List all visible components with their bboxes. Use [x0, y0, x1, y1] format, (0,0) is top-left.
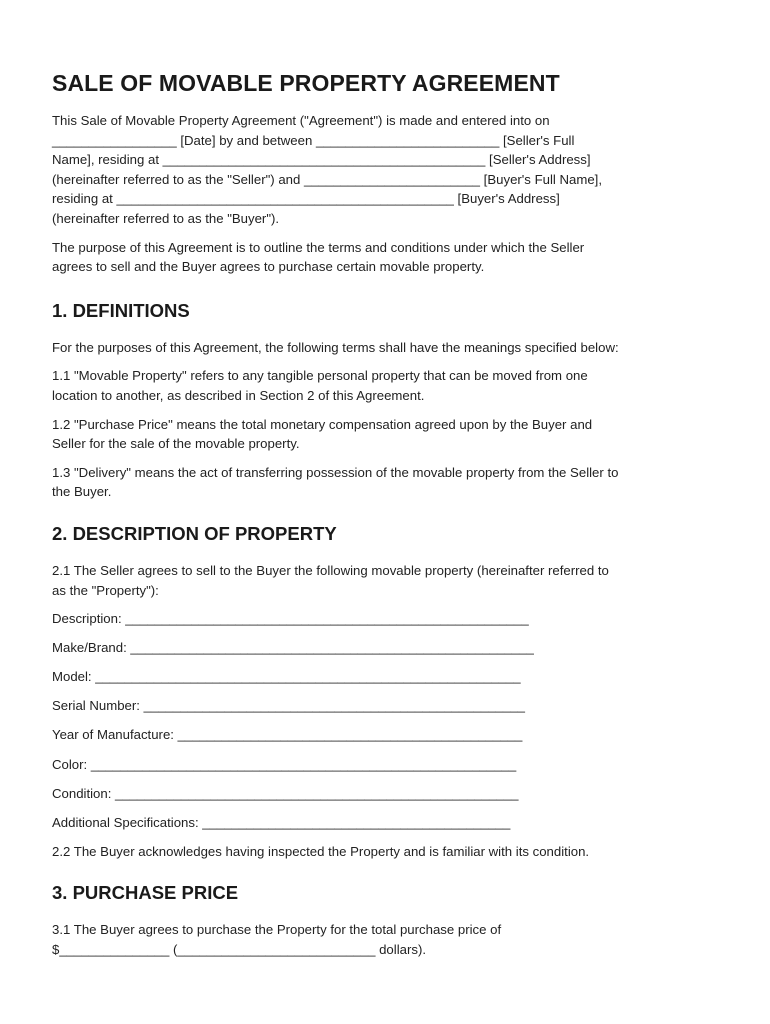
field-color[interactable]: Color: __________________________________________________________ — [52, 756, 517, 772]
description-intro-line: as the "Property"): — [52, 582, 159, 598]
definition-item — [52, 366, 732, 405]
definitions-intro: For the purposes of this Agreement, the following terms shall have the meanings specified below: — [52, 339, 619, 355]
definition-line: 1.2 "Purchase Price" means the total monetary compensation agreed upon by the Buyer and — [52, 416, 593, 432]
section-heading-definitions: 1. DEFINITIONS — [52, 299, 190, 321]
definition-line: the Buyer. — [52, 484, 112, 500]
section-heading-description: 2. DESCRIPTION OF PROPERTY — [52, 522, 337, 544]
price-paragraph — [52, 920, 732, 959]
description-intro — [52, 561, 732, 600]
definition-line: location to another, as described in Section 2 of this Agreement. — [52, 387, 425, 403]
purpose-line: The purpose of this Agreement is to outline the terms and conditions under which the Seller — [52, 239, 585, 255]
field-condition[interactable]: Condition: _______________________________________________________ — [52, 785, 519, 801]
definition-item — [52, 463, 732, 502]
definition-item — [52, 415, 732, 454]
purpose-paragraph — [52, 238, 732, 277]
definition-line: 1.1 "Movable Property" refers to any tangible personal property that can be moved from one — [52, 368, 588, 384]
field-additional-specifications[interactable]: Additional Specifications: __________________________________________ — [52, 814, 511, 830]
document-page — [52, 70, 732, 969]
intro-paragraph — [52, 111, 732, 229]
document-title: SALE OF MOVABLE PROPERTY AGREEMENT — [52, 70, 560, 96]
field-make-brand[interactable]: Make/Brand: _______________________________________________________ — [52, 640, 534, 656]
field-model[interactable]: Model: __________________________________________________________ — [52, 669, 521, 685]
price-line: $_______________ (___________________________ dollars). — [52, 942, 426, 958]
purpose-line: agrees to sell and the Buyer agrees to purchase certain movable property. — [52, 259, 485, 275]
acknowledge-paragraph: 2.2 The Buyer acknowledges having inspected the Property and is familiar with its condition. — [52, 843, 590, 859]
intro-line: _________________ [Date] by and between _________________________ [Seller's Full — [52, 132, 575, 148]
intro-line: This Sale of Movable Property Agreement ("Agreement") is made and entered into on — [52, 113, 550, 128]
intro-line: Name], residing at ____________________________________________ [Seller's Address] — [52, 152, 591, 168]
definition-line: Seller for the sale of the movable property. — [52, 436, 300, 452]
section-heading-price: 3. PURCHASE PRICE — [52, 882, 239, 904]
field-serial-number[interactable]: Serial Number: ____________________________________________________ — [52, 698, 525, 714]
field-description[interactable]: Description: _______________________________________________________ — [52, 611, 529, 627]
intro-line: residing at ______________________________________________ [Buyer's Address] — [52, 191, 560, 207]
description-intro-line: 2.1 The Seller agrees to sell to the Buyer the following movable property (hereinafter referred to — [52, 562, 609, 578]
definition-line: 1.3 "Delivery" means the act of transferring possession of the movable property from the Seller to — [52, 464, 619, 480]
price-line: 3.1 The Buyer agrees to purchase the Property for the total purchase price of — [52, 922, 502, 938]
intro-line: (hereinafter referred to as the "Buyer"). — [52, 210, 280, 226]
intro-line: (hereinafter referred to as the "Seller") and ________________________ [Buyer's Full Name], — [52, 171, 602, 187]
field-year-of-manufacture[interactable]: Year of Manufacture: _______________________________________________ — [52, 727, 523, 743]
